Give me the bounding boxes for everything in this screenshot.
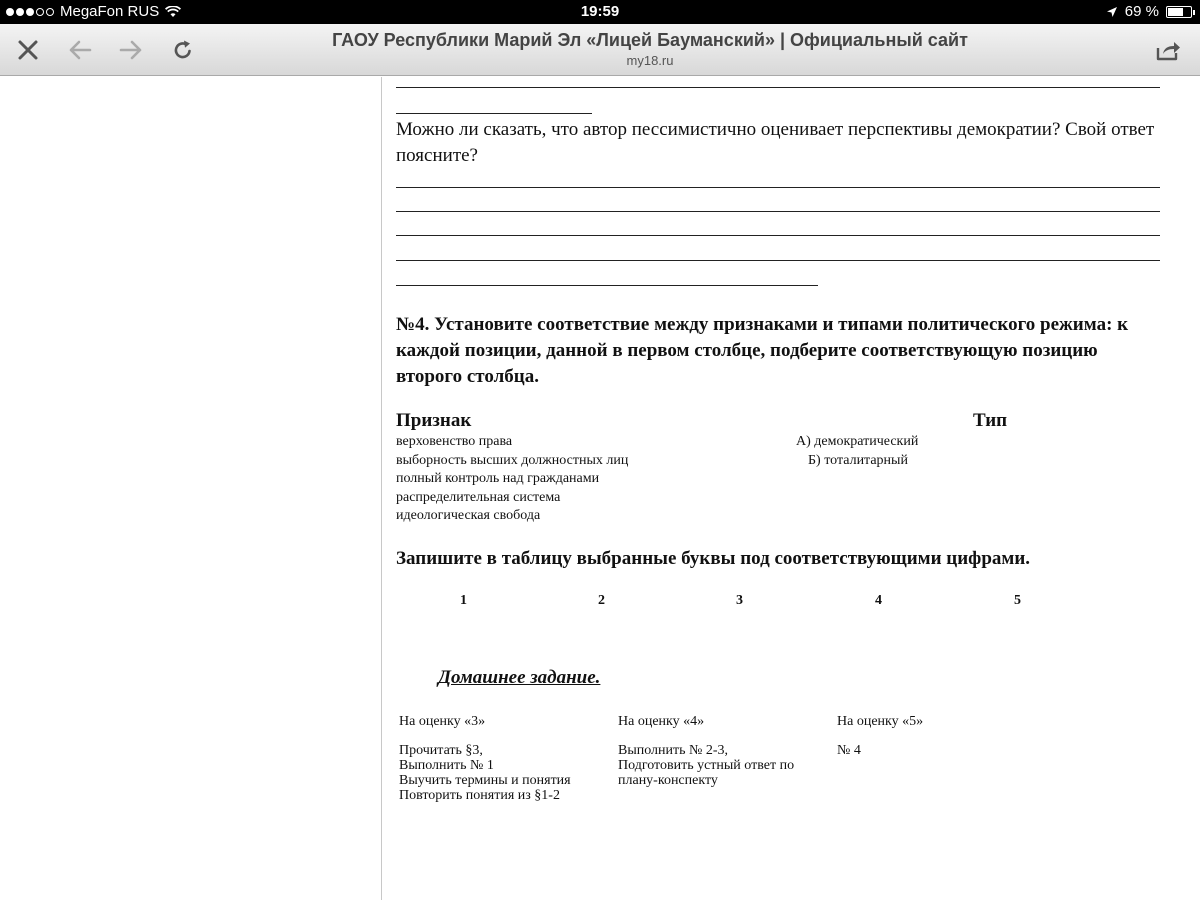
question-text: Можно ли сказать, что автор пессимистично оценивает перспективы демократии? Свой ответ поясните? xyxy=(396,119,1155,166)
answer-number: 2 xyxy=(598,593,605,608)
answer-line xyxy=(396,211,1160,212)
grade-3-tasks xyxy=(399,743,571,803)
grade-4-label: На оценку «4» xyxy=(618,714,705,729)
carrier-name: MegaFon RUS xyxy=(60,3,160,20)
feature-item: распределительная система xyxy=(396,489,561,505)
close-button[interactable] xyxy=(12,34,44,66)
homework-title: Домашнее задание. xyxy=(438,667,601,688)
type-item: А) демократический xyxy=(796,434,919,449)
battery-icon xyxy=(1166,6,1192,18)
answer-line xyxy=(396,113,592,114)
type-item: Б) тоталитарный xyxy=(808,452,908,468)
feature-list xyxy=(396,433,628,526)
share-button[interactable] xyxy=(1152,34,1184,66)
type-list xyxy=(796,433,918,470)
task-line: Выучить термины и понятия xyxy=(399,773,571,788)
task-line: Подготовить устный ответ по xyxy=(618,758,795,773)
task-line: Прочитать §3, xyxy=(399,743,483,758)
document-page xyxy=(396,77,1166,900)
answer-line xyxy=(396,235,1160,236)
answer-number: 1 xyxy=(460,593,467,608)
grade-3-label: На оценку «3» xyxy=(399,714,486,729)
type-column-header: Тип xyxy=(973,410,1008,431)
feature-item: выборность высших должностных лиц xyxy=(396,452,629,468)
grade-4-tasks xyxy=(618,743,794,788)
task-line: Повторить понятия из §1-2 xyxy=(399,788,560,803)
feature-item: полный контроль над гражданами xyxy=(396,471,600,486)
back-icon xyxy=(68,39,92,61)
answer-number: 5 xyxy=(1014,593,1021,608)
task-line: плану-конспекту xyxy=(618,773,718,788)
feature-column-header: Признак xyxy=(396,410,472,431)
reload-button[interactable] xyxy=(167,34,199,66)
location-arrow-icon xyxy=(1106,6,1118,18)
answer-number: 4 xyxy=(875,593,882,608)
share-icon xyxy=(1154,38,1182,62)
answer-number: 3 xyxy=(736,593,743,608)
answer-instruction: Запишите в таблицу выбранные буквы под соответствующими цифрами. xyxy=(396,548,1031,569)
task4-heading: №4. Установите соответствие между признаками и типами политического режима: к каждой позиции, данной в первом столбце, подберите соответствующую позицию второго столбца. xyxy=(396,314,1129,387)
grade-5-label: На оценку «5» xyxy=(837,714,924,729)
page-title: ГАОУ Республики Марий Эл «Лицей Бауманский» | Официальный сайт xyxy=(332,30,968,50)
page-left-margin xyxy=(0,77,382,900)
close-icon xyxy=(17,39,39,61)
feature-item: идеологическая свобода xyxy=(396,508,541,523)
answer-line xyxy=(396,87,1160,88)
forward-button[interactable] xyxy=(115,34,147,66)
battery-percent: 69 % xyxy=(1124,3,1159,20)
task-line: Выполнить № 1 xyxy=(399,758,494,773)
task-line: Выполнить № 2-3, xyxy=(618,743,729,758)
clock: 19:59 xyxy=(580,3,620,20)
forward-icon xyxy=(119,39,143,61)
url-field[interactable]: my18.ru xyxy=(626,53,674,68)
answer-line xyxy=(396,260,1160,261)
status-bar xyxy=(0,0,1200,24)
task-line: № 4 xyxy=(837,743,861,758)
feature-item: верховенство права xyxy=(396,434,513,449)
reload-icon xyxy=(172,39,194,61)
answer-line xyxy=(396,285,818,286)
back-button[interactable] xyxy=(64,34,96,66)
grade-5-tasks xyxy=(837,743,861,758)
browser-toolbar xyxy=(0,24,1200,76)
status-right xyxy=(1106,3,1192,20)
answer-line xyxy=(396,187,1160,188)
